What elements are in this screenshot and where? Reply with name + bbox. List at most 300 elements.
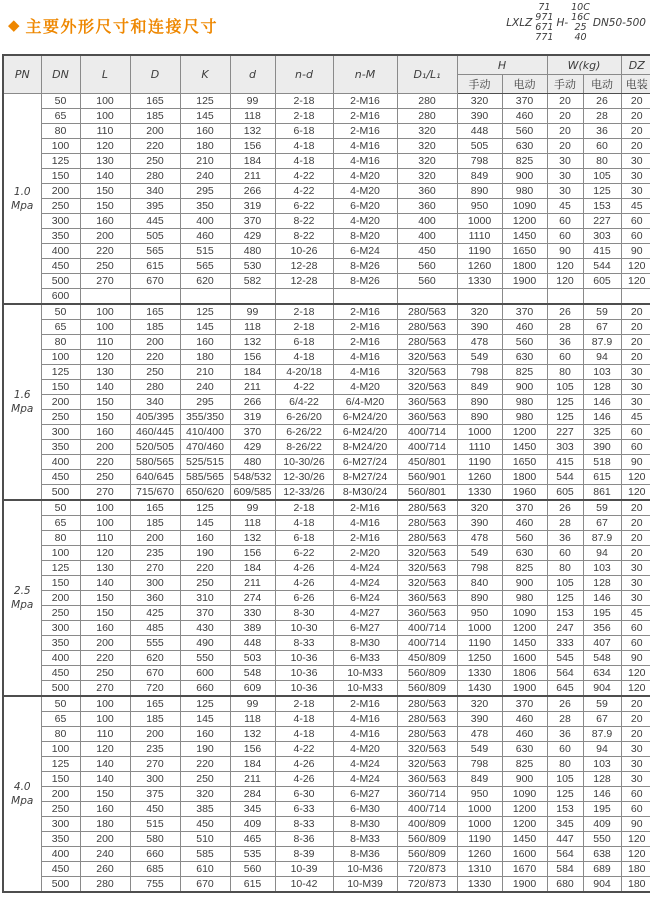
cell: 26 bbox=[547, 500, 583, 516]
col-header-w-manual: 手动 bbox=[547, 75, 583, 94]
cell: 8-33 bbox=[275, 636, 333, 651]
cell: 4-22 bbox=[275, 742, 333, 757]
cell: 350 bbox=[180, 199, 230, 214]
cell: 303 bbox=[583, 229, 621, 244]
cell: 65 bbox=[41, 109, 80, 124]
col-header-dz-group: DZ bbox=[621, 55, 650, 75]
cell: 520/505 bbox=[130, 440, 180, 455]
cell: 400 bbox=[41, 651, 80, 666]
cell: 140 bbox=[80, 772, 130, 787]
cell: 20 bbox=[621, 727, 650, 742]
cell: 429 bbox=[230, 229, 275, 244]
table-row bbox=[3, 576, 650, 591]
cell: 20 bbox=[621, 94, 650, 109]
cell: 105 bbox=[583, 169, 621, 184]
cell: 320 bbox=[457, 304, 502, 320]
cell: 620 bbox=[130, 651, 180, 666]
cell: 200 bbox=[80, 636, 130, 651]
cell: 650/620 bbox=[180, 485, 230, 501]
cell: 60 bbox=[621, 802, 650, 817]
cell: 8-M33 bbox=[333, 832, 397, 847]
model-number: 971 bbox=[535, 12, 554, 23]
cell: 8-M30 bbox=[333, 636, 397, 651]
cell: 6-M27/24 bbox=[333, 455, 397, 470]
cell: 250 bbox=[41, 606, 80, 621]
cell bbox=[130, 289, 180, 305]
cell: 548/532 bbox=[230, 470, 275, 485]
table-row bbox=[3, 696, 650, 712]
cell: 45 bbox=[621, 410, 650, 425]
cell: 150 bbox=[41, 772, 80, 787]
cell: 8-M26 bbox=[333, 259, 397, 274]
cell: 1200 bbox=[502, 214, 547, 229]
table-header bbox=[3, 55, 650, 94]
cell: 10-26 bbox=[275, 244, 333, 259]
cell: 60 bbox=[621, 636, 650, 651]
cell: 4-22 bbox=[275, 184, 333, 199]
cell: 280 bbox=[130, 169, 180, 184]
cell: 235 bbox=[130, 546, 180, 561]
cell: 220 bbox=[180, 757, 230, 772]
cell: 360 bbox=[130, 591, 180, 606]
cell: 320/563 bbox=[397, 561, 457, 576]
cell: 110 bbox=[80, 335, 130, 350]
cell: 638 bbox=[583, 847, 621, 862]
cell: 120 bbox=[80, 742, 130, 757]
pn-section-label: 1.0 Mpa bbox=[3, 94, 41, 305]
cell: 450 bbox=[180, 817, 230, 832]
cell: 385 bbox=[180, 802, 230, 817]
cell: 60 bbox=[621, 214, 650, 229]
cell: 550 bbox=[583, 832, 621, 847]
cell: 80 bbox=[547, 561, 583, 576]
cell: 429 bbox=[230, 440, 275, 455]
cell: 615 bbox=[230, 877, 275, 893]
cell: 10-M33 bbox=[333, 681, 397, 697]
cell: 60 bbox=[621, 229, 650, 244]
cell: 1330 bbox=[457, 666, 502, 681]
cell: 980 bbox=[502, 184, 547, 199]
cell: 1960 bbox=[502, 485, 547, 501]
cell: 125 bbox=[547, 591, 583, 606]
cell: 849 bbox=[457, 380, 502, 395]
cell bbox=[502, 289, 547, 305]
cell: 425 bbox=[130, 606, 180, 621]
cell: 211 bbox=[230, 772, 275, 787]
cell: 280 bbox=[397, 109, 457, 124]
col-header-h-group: H bbox=[457, 55, 547, 75]
cell: 128 bbox=[583, 772, 621, 787]
cell: 185 bbox=[130, 516, 180, 531]
cell: 555 bbox=[130, 636, 180, 651]
cell: 59 bbox=[583, 304, 621, 320]
cell: 605 bbox=[547, 485, 583, 501]
cell: 150 bbox=[80, 410, 130, 425]
cell: 184 bbox=[230, 757, 275, 772]
cell bbox=[180, 289, 230, 305]
cell: 200 bbox=[41, 184, 80, 199]
cell: 2-M16 bbox=[333, 696, 397, 712]
cell: 165 bbox=[130, 94, 180, 109]
cell: 450 bbox=[130, 802, 180, 817]
cell: 320 bbox=[397, 169, 457, 184]
cell: 200 bbox=[130, 335, 180, 350]
cell: 980 bbox=[502, 591, 547, 606]
table-row bbox=[3, 335, 650, 350]
cell: 1090 bbox=[502, 199, 547, 214]
cell: 59 bbox=[583, 696, 621, 712]
cell: 685 bbox=[130, 862, 180, 877]
table-row bbox=[3, 304, 650, 320]
cell: 270 bbox=[80, 681, 130, 697]
table-row bbox=[3, 681, 650, 697]
cell: 515 bbox=[180, 244, 230, 259]
cell: 211 bbox=[230, 380, 275, 395]
cell: 500 bbox=[41, 274, 80, 289]
cell: 300 bbox=[41, 817, 80, 832]
cell: 132 bbox=[230, 531, 275, 546]
cell: 450 bbox=[41, 666, 80, 681]
cell: 2-18 bbox=[275, 320, 333, 335]
cell: 280/563 bbox=[397, 531, 457, 546]
cell: 190 bbox=[180, 742, 230, 757]
model-number: 771 bbox=[535, 32, 554, 43]
table-row bbox=[3, 395, 650, 410]
page-header bbox=[0, 0, 650, 54]
table-row bbox=[3, 787, 650, 802]
cell: 4-M24 bbox=[333, 576, 397, 591]
cell: 195 bbox=[583, 606, 621, 621]
table-row bbox=[3, 757, 650, 772]
cell: 6/4-22 bbox=[275, 395, 333, 410]
cell: 609 bbox=[230, 681, 275, 697]
cell: 1450 bbox=[502, 440, 547, 455]
cell: 60 bbox=[547, 546, 583, 561]
table-row bbox=[3, 666, 650, 681]
cell: 270 bbox=[130, 757, 180, 772]
cell: 2-M16 bbox=[333, 304, 397, 320]
cell: 861 bbox=[583, 485, 621, 501]
cell: 250 bbox=[41, 199, 80, 214]
cell: 28 bbox=[547, 516, 583, 531]
cell: 615 bbox=[583, 470, 621, 485]
table-row bbox=[3, 410, 650, 425]
cell: 60 bbox=[621, 440, 650, 455]
cell: 36 bbox=[583, 124, 621, 139]
cell: 146 bbox=[583, 410, 621, 425]
cell: 670 bbox=[180, 877, 230, 893]
cell: 1090 bbox=[502, 606, 547, 621]
cell: 430 bbox=[180, 621, 230, 636]
cell: 153 bbox=[547, 606, 583, 621]
cell: 510 bbox=[180, 832, 230, 847]
cell: 150 bbox=[80, 199, 130, 214]
table-row bbox=[3, 500, 650, 516]
cell: 660 bbox=[130, 847, 180, 862]
cell: 8-39 bbox=[275, 847, 333, 862]
cell: 250 bbox=[180, 576, 230, 591]
cell: 65 bbox=[41, 712, 80, 727]
table-row bbox=[3, 229, 650, 244]
cell: 1900 bbox=[502, 877, 547, 893]
cell: 4-26 bbox=[275, 772, 333, 787]
cell: 165 bbox=[130, 500, 180, 516]
table-row bbox=[3, 621, 650, 636]
cell: 26 bbox=[583, 94, 621, 109]
cell: 30 bbox=[621, 742, 650, 757]
cell: 405/395 bbox=[130, 410, 180, 425]
cell: 560/801 bbox=[397, 485, 457, 501]
table-row bbox=[3, 425, 650, 440]
cell: 200 bbox=[41, 787, 80, 802]
cell: 360 bbox=[397, 199, 457, 214]
cell: 460 bbox=[502, 320, 547, 335]
cell: 50 bbox=[41, 500, 80, 516]
table-row bbox=[3, 862, 650, 877]
cell: 8-M30/24 bbox=[333, 485, 397, 501]
cell: 184 bbox=[230, 561, 275, 576]
cell: 460 bbox=[180, 229, 230, 244]
cell: 448 bbox=[457, 124, 502, 139]
cell: 515 bbox=[130, 817, 180, 832]
cell: 585 bbox=[180, 847, 230, 862]
cell: 4-18 bbox=[275, 350, 333, 365]
cell: 94 bbox=[583, 546, 621, 561]
cell: 1260 bbox=[457, 259, 502, 274]
cell: 415 bbox=[547, 455, 583, 470]
cell: 900 bbox=[502, 169, 547, 184]
cell: 140 bbox=[80, 576, 130, 591]
cell: 1330 bbox=[457, 274, 502, 289]
cell: 270 bbox=[130, 561, 180, 576]
col-header-k: K bbox=[180, 55, 230, 94]
cell: 240 bbox=[180, 169, 230, 184]
cell: 200 bbox=[41, 395, 80, 410]
cell: 60 bbox=[621, 787, 650, 802]
cell: 145 bbox=[180, 320, 230, 335]
cell: 6-M24 bbox=[333, 591, 397, 606]
cell: 320 bbox=[397, 154, 457, 169]
cell: 950 bbox=[457, 199, 502, 214]
cell: 465 bbox=[230, 832, 275, 847]
cell: 370 bbox=[180, 606, 230, 621]
cell bbox=[547, 289, 583, 305]
cell: 220 bbox=[130, 350, 180, 365]
cell: 156 bbox=[230, 139, 275, 154]
cell: 585/565 bbox=[180, 470, 230, 485]
cell: 100 bbox=[41, 546, 80, 561]
table-row bbox=[3, 651, 650, 666]
cell: 370 bbox=[502, 500, 547, 516]
cell: 28 bbox=[547, 712, 583, 727]
cell: 125 bbox=[547, 787, 583, 802]
pressure-class: 40 bbox=[574, 32, 587, 43]
cell: 20 bbox=[621, 350, 650, 365]
table-row bbox=[3, 259, 650, 274]
cell: 360/714 bbox=[397, 787, 457, 802]
cell: 220 bbox=[130, 139, 180, 154]
cell: 140 bbox=[80, 380, 130, 395]
table-row bbox=[3, 139, 650, 154]
cell: 8-22 bbox=[275, 214, 333, 229]
cell: 140 bbox=[80, 757, 130, 772]
pn-section-label: 1.6 Mpa bbox=[3, 304, 41, 500]
cell: 103 bbox=[583, 757, 621, 772]
table-row bbox=[3, 94, 650, 109]
cell: 26 bbox=[547, 304, 583, 320]
cell: 300 bbox=[41, 214, 80, 229]
cell: 94 bbox=[583, 350, 621, 365]
cell: 120 bbox=[80, 139, 130, 154]
cell: 90 bbox=[621, 817, 650, 832]
cell: 125 bbox=[180, 500, 230, 516]
cell: 160 bbox=[80, 802, 130, 817]
cell: 390 bbox=[457, 109, 502, 124]
cell: 890 bbox=[457, 395, 502, 410]
cell: 447 bbox=[547, 832, 583, 847]
cell: 545 bbox=[547, 651, 583, 666]
cell: 250 bbox=[80, 666, 130, 681]
cell: 4-M27 bbox=[333, 606, 397, 621]
cell: 280/563 bbox=[397, 516, 457, 531]
cell: 20 bbox=[547, 139, 583, 154]
cell: 360 bbox=[397, 184, 457, 199]
cell: 1250 bbox=[457, 651, 502, 666]
cell: 2-M16 bbox=[333, 94, 397, 109]
cell: 36 bbox=[547, 531, 583, 546]
cell: 80 bbox=[547, 365, 583, 380]
cell bbox=[397, 289, 457, 305]
cell: 30 bbox=[621, 184, 650, 199]
cell: 560/809 bbox=[397, 847, 457, 862]
cell: 28 bbox=[547, 320, 583, 335]
pressure-class: 25 bbox=[574, 22, 587, 33]
table-row bbox=[3, 561, 650, 576]
cell: 132 bbox=[230, 124, 275, 139]
col-header-h-electric: 电动 bbox=[502, 75, 547, 94]
cell: 645 bbox=[547, 681, 583, 697]
cell: 333 bbox=[547, 636, 583, 651]
cell: 90 bbox=[547, 244, 583, 259]
cell: 165 bbox=[130, 304, 180, 320]
cell: 2-18 bbox=[275, 304, 333, 320]
cell: 505 bbox=[457, 139, 502, 154]
cell: 564 bbox=[547, 666, 583, 681]
cell: 30 bbox=[621, 576, 650, 591]
cell: 125 bbox=[180, 696, 230, 712]
cell: 360/563 bbox=[397, 606, 457, 621]
diamond-icon: ◆ bbox=[8, 17, 20, 34]
cell: 274 bbox=[230, 591, 275, 606]
cell: 10-42 bbox=[275, 877, 333, 893]
cell: 20 bbox=[621, 124, 650, 139]
cell: 30 bbox=[621, 365, 650, 380]
cell: 478 bbox=[457, 531, 502, 546]
cell: 8-26/22 bbox=[275, 440, 333, 455]
cell bbox=[275, 289, 333, 305]
cell: 28 bbox=[583, 109, 621, 124]
cell: 630 bbox=[502, 350, 547, 365]
cell: 1800 bbox=[502, 259, 547, 274]
cell: 370 bbox=[230, 214, 275, 229]
cell: 8-22 bbox=[275, 229, 333, 244]
cell: 12-28 bbox=[275, 274, 333, 289]
model-number-stack bbox=[535, 3, 553, 43]
cell: 20 bbox=[621, 335, 650, 350]
cell: 30 bbox=[621, 561, 650, 576]
col-header-dz-mount: 电装 bbox=[621, 75, 650, 94]
cell: 409 bbox=[230, 817, 275, 832]
cell: 250 bbox=[180, 772, 230, 787]
cell: 280/563 bbox=[397, 696, 457, 712]
table-body bbox=[3, 94, 650, 893]
cell: 100 bbox=[80, 94, 130, 109]
cell: 480 bbox=[230, 455, 275, 470]
cell: 30 bbox=[621, 395, 650, 410]
table-row bbox=[3, 742, 650, 757]
cell bbox=[583, 289, 621, 305]
cell: 4-M16 bbox=[333, 727, 397, 742]
cell: 8-M36 bbox=[333, 847, 397, 862]
cell: 220 bbox=[180, 561, 230, 576]
cell: 280/563 bbox=[397, 335, 457, 350]
cell: 6-26/20 bbox=[275, 410, 333, 425]
table-row bbox=[3, 546, 650, 561]
cell: 415 bbox=[583, 244, 621, 259]
cell: 565 bbox=[180, 259, 230, 274]
cell: 200 bbox=[80, 229, 130, 244]
cell: 8-M27/24 bbox=[333, 470, 397, 485]
cell: 4-26 bbox=[275, 561, 333, 576]
cell: 660 bbox=[180, 681, 230, 697]
cell: 1650 bbox=[502, 244, 547, 259]
cell: 518 bbox=[583, 455, 621, 470]
cell: 45 bbox=[621, 606, 650, 621]
cell: 120 bbox=[547, 274, 583, 289]
cell: 270 bbox=[80, 485, 130, 501]
table-row bbox=[3, 727, 650, 742]
cell: 280/563 bbox=[397, 304, 457, 320]
cell: 1000 bbox=[457, 214, 502, 229]
cell: 549 bbox=[457, 742, 502, 757]
cell: 720/873 bbox=[397, 877, 457, 893]
table-row bbox=[3, 772, 650, 787]
cell: 1450 bbox=[502, 636, 547, 651]
cell: 525/515 bbox=[180, 455, 230, 470]
cell: 145 bbox=[180, 109, 230, 124]
cell: 325 bbox=[583, 425, 621, 440]
cell: 849 bbox=[457, 169, 502, 184]
cell: 582 bbox=[230, 274, 275, 289]
cell: 345 bbox=[230, 802, 275, 817]
cell: 4-18 bbox=[275, 154, 333, 169]
cell: 480 bbox=[230, 244, 275, 259]
cell: 128 bbox=[583, 380, 621, 395]
cell: 280/563 bbox=[397, 727, 457, 742]
cell: 400/714 bbox=[397, 636, 457, 651]
cell: 360/563 bbox=[397, 395, 457, 410]
cell: 4-18 bbox=[275, 516, 333, 531]
cell: 100 bbox=[80, 696, 130, 712]
cell: 210 bbox=[180, 365, 230, 380]
cell: 20 bbox=[621, 304, 650, 320]
cell: 105 bbox=[547, 772, 583, 787]
cell: 60 bbox=[621, 425, 650, 440]
cell: 130 bbox=[80, 365, 130, 380]
cell: 1000 bbox=[457, 802, 502, 817]
table-row bbox=[3, 636, 650, 651]
cell: 4-M16 bbox=[333, 365, 397, 380]
